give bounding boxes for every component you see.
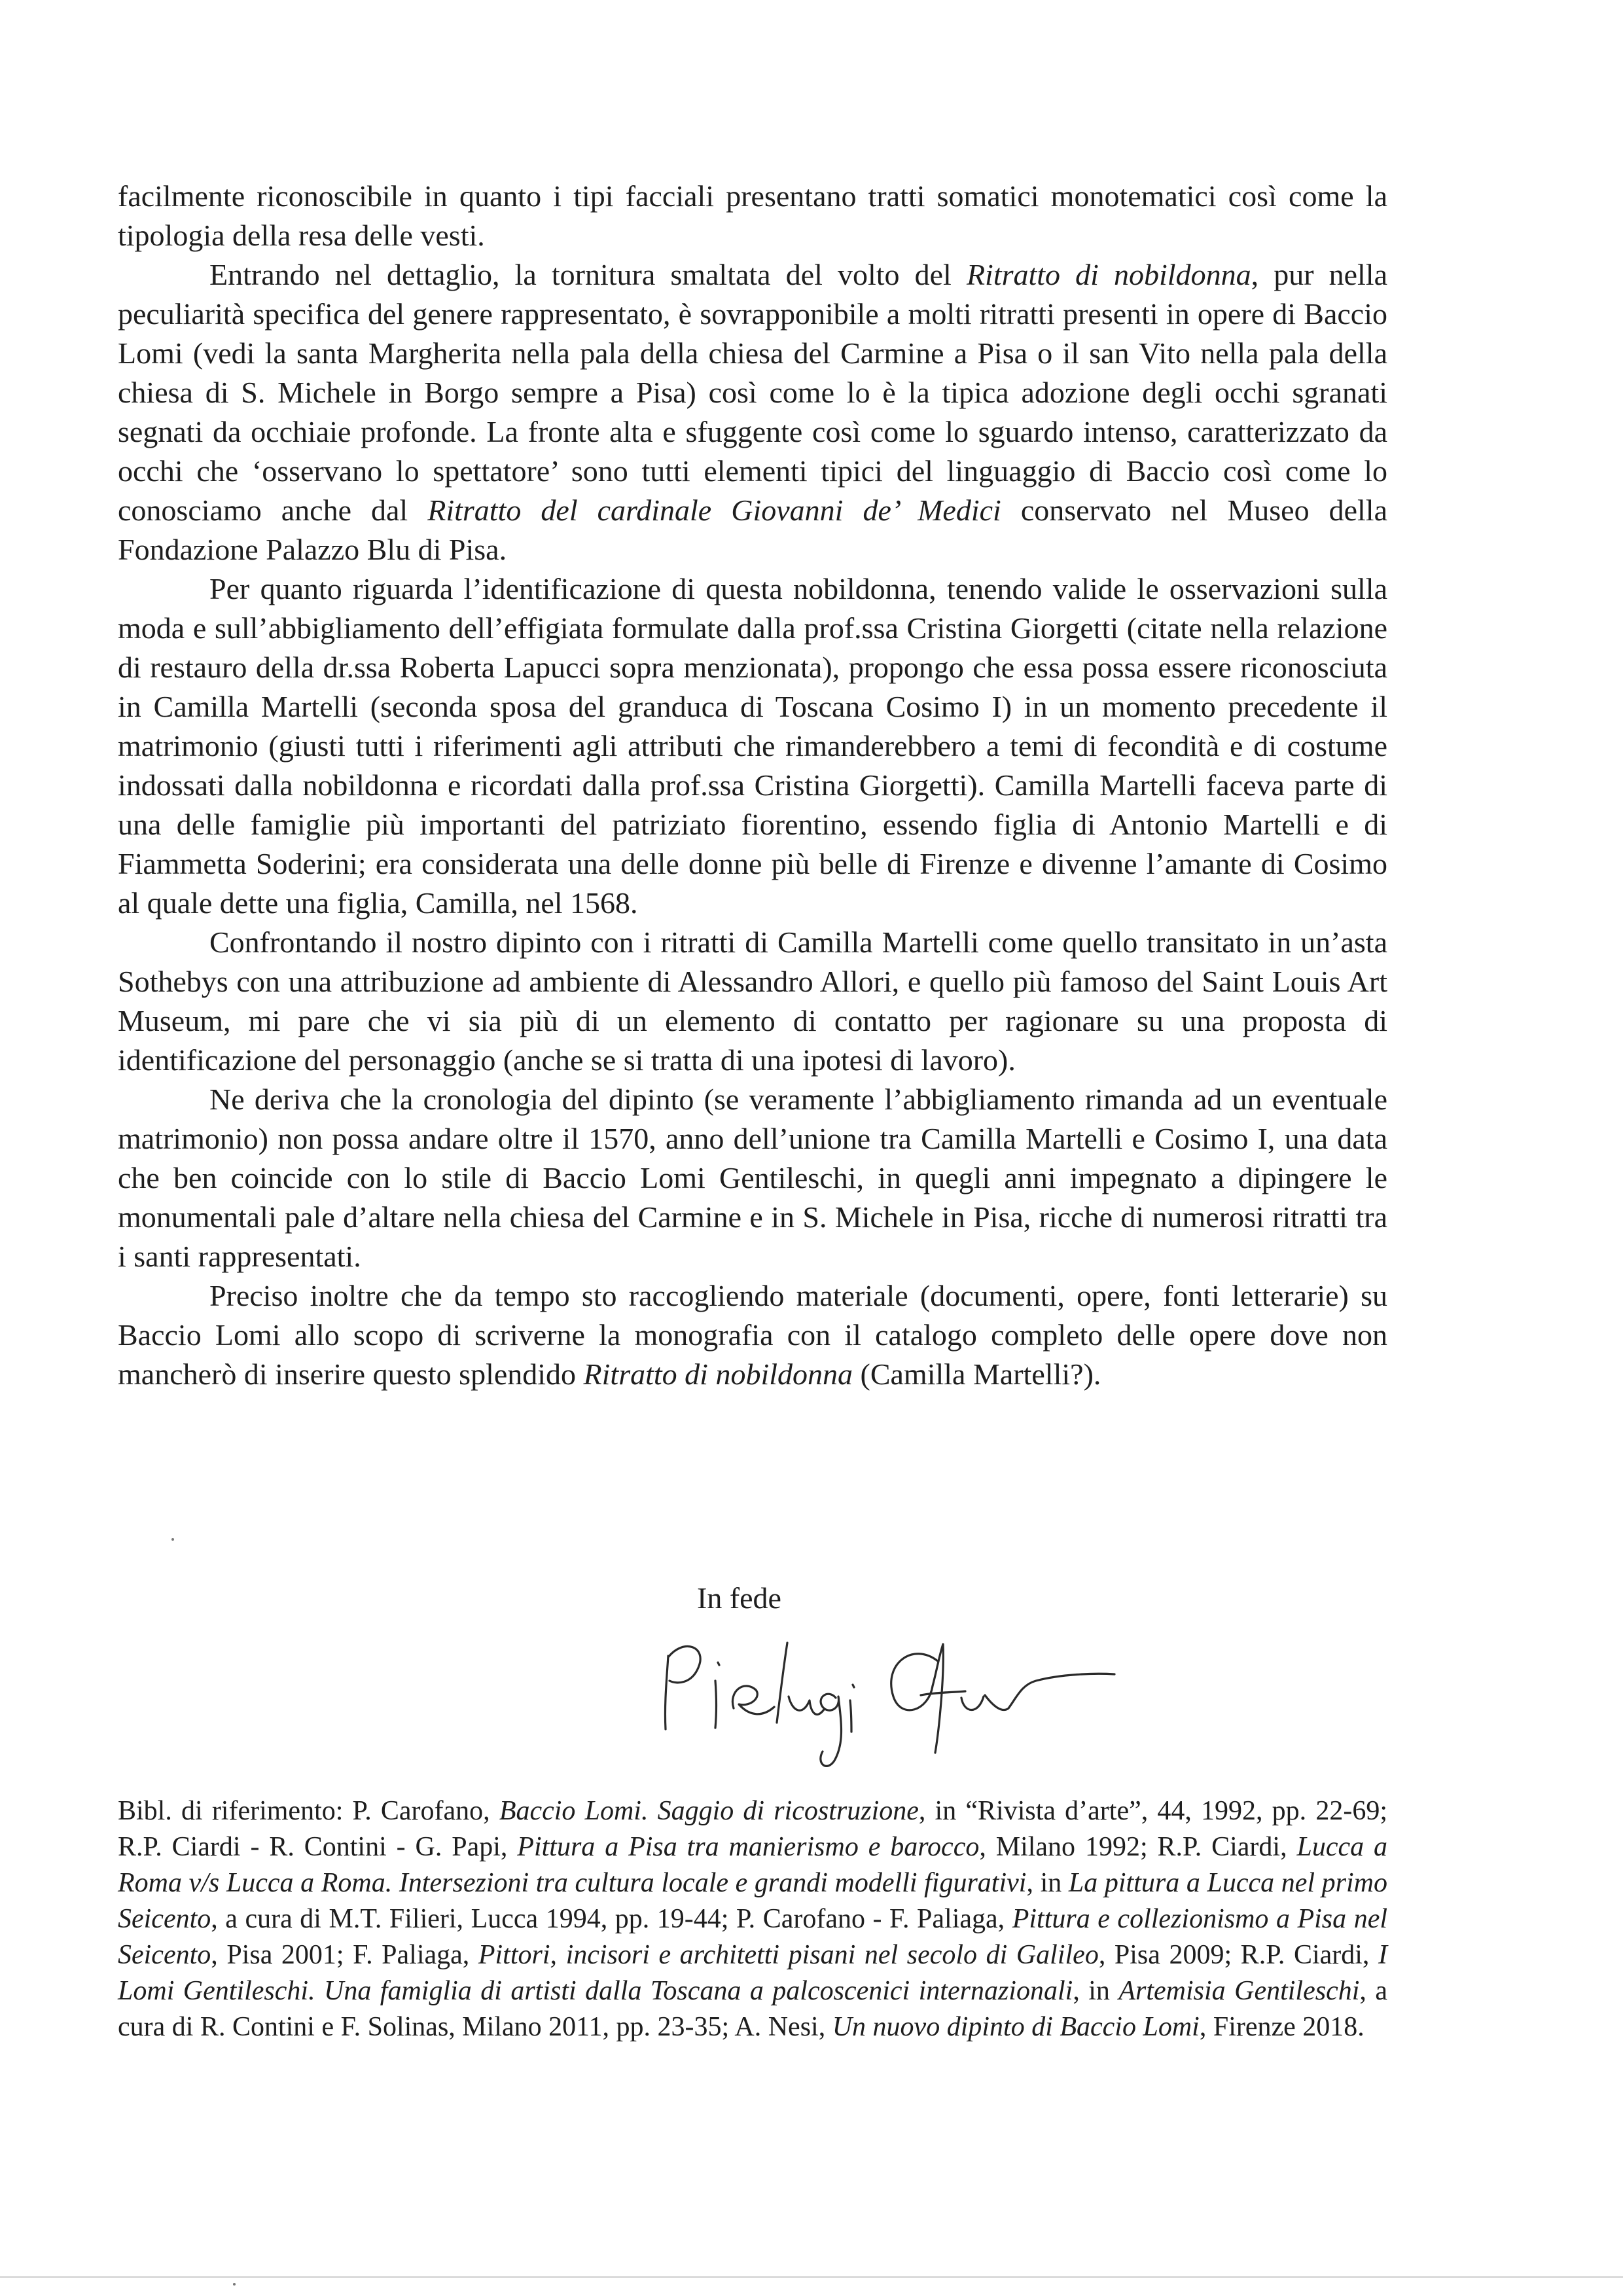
italic-title: Pittori, incisori e architetti pisani nel secolo di Galileo bbox=[478, 1940, 1099, 1970]
margin-dot bbox=[233, 2283, 236, 2286]
italic-title: Pittura a Pisa tra manierismo e barocco bbox=[517, 1832, 980, 1862]
text-run: , pur nella peculiarità specifica del genere rappresentato, è sovrapponibile a molti ritratti presenti in opere di Baccio Lomi (vedi la santa Margherita nella pala della chiesa del Carmine a Pisa o il san Vito nella pala della chiesa di S. Michele in Borgo sempre a Pisa) così come lo è la tipica adozione degli occhi sgranati segnati da occhiaie profonde. La fronte alta e sfuggente così come lo sguardo intenso, caratterizzato da occhi che ‘osservano lo spettatore’ sono tutti elementi tipici del linguaggio di Baccio così come lo conosciamo anche dal bbox=[118, 258, 1387, 527]
text-run: facilmente riconoscibile in quanto i tipi facciali presentano tratti somatici monotematici così come la tipologia della resa delle vesti. bbox=[118, 179, 1387, 252]
text-run: , a cura di R. Contini e F. Solinas, Milano 2011, pp. 23-35; A. Nesi, bbox=[118, 1976, 1387, 2042]
italic-title: La pittura a Lucca nel primo Seicento bbox=[118, 1868, 1388, 1934]
text-run: Ne deriva che la cronologia del dipinto (se veramente l’abbigliamento rimanda ad un eventuale matrimonio) non possa andare oltre il 1570, anno dell’unione tra Camilla Martelli e Cosimo I, una data che ben coincide con lo stile di Baccio Lomi Gentileschi, in quegli anni impegnato a dipingere le monumentali pale d’altare nella chiesa del Carmine e in S. Michele in Pisa, ricche di numerosi ritratti tra i santi rappresentati. bbox=[118, 1083, 1387, 1273]
italic-title: I Lomi Gentileschi. Una famiglia di artisti dalla Toscana a palcoscenici internazionali bbox=[118, 1940, 1387, 2006]
text-run: , a cura di M.T. Filieri, Lucca 1994, pp. 19-44; P. Carofano - F. Paliaga, bbox=[211, 1904, 1012, 1934]
text-run: , in bbox=[1026, 1868, 1069, 1898]
text-run: conservato nel Museo della Fondazione Palazzo Blu di Pisa. bbox=[118, 493, 1387, 566]
italic-title: Artemisia Gentileschi bbox=[1118, 1976, 1360, 2006]
bibliography bbox=[118, 1793, 1387, 2045]
text-run: Bibl. di riferimento: P. Carofano, bbox=[118, 1796, 499, 1826]
italic-title: Pittura e collezionismo a Pisa nel Seicento bbox=[118, 1904, 1387, 1970]
paragraph-5 bbox=[118, 1080, 1387, 1276]
italic-title: Ritratto di nobildonna bbox=[583, 1357, 853, 1391]
text-run: , Pisa 2001; F. Paliaga, bbox=[211, 1940, 478, 1970]
paragraph-1 bbox=[118, 177, 1387, 255]
paragraph-2 bbox=[118, 255, 1387, 569]
italic-title: Baccio Lomi. Saggio di ricostruzione bbox=[499, 1796, 919, 1826]
text-run: , Pisa 2009; R.P. Ciardi, bbox=[1098, 1940, 1378, 1970]
italic-title: Un nuovo dipinto di Baccio Lomi bbox=[832, 2012, 1200, 2042]
italic-title: Lucca a Roma v/s Lucca a Roma. Intersezioni tra cultura locale e grandi modelli figurativi bbox=[118, 1832, 1387, 1898]
text-run: Per quanto riguarda l’identificazione di questa nobildonna, tenendo valide le osservazioni sulla moda e sull’abbigliamento dell’effigiata formulate dalla prof.ssa Cristina Giorgetti (citate nella relazione di restauro della dr.ssa Roberta Lapucci sopra menzionata), propongo che essa possa essere riconosciuta in Camilla Martelli (seconda sposa del granduca di Toscana Cosimo I) in un momento precedente il matrimonio (giusti tutti i riferimenti agli attributi che rimanderebbero a temi di fecondità e di costume indossati dalla nobildonna e ricordati dalla prof.ssa Cristina Giorgetti). Camilla Martelli faceva parte di una delle famiglie più importanti del patriziato fiorentino, essendo figlia di Antonio Martelli e di Fiammetta Soderini; era considerata una delle donne più belle di Firenze e divenne l’amante di Cosimo al quale dette una figlia, Camilla, nel 1568. bbox=[118, 572, 1387, 920]
text-run: Entrando nel dettaglio, la tornitura smaltata del volto del bbox=[209, 258, 967, 291]
text-run: , Milano 1992; R.P. Ciardi, bbox=[979, 1832, 1297, 1862]
text-run: , in “Rivista d’arte”, 44, 1992, pp. 22-69; R.P. Ciardi - R. Contini - G. Papi, bbox=[118, 1796, 1387, 1862]
margin-dot bbox=[171, 1538, 174, 1541]
text-run: (Camilla Martelli?). bbox=[853, 1357, 1101, 1391]
text-run: , Firenze 2018. bbox=[1199, 2012, 1364, 2042]
text-run: , in bbox=[1073, 1976, 1119, 2006]
paragraph-6 bbox=[118, 1276, 1387, 1394]
paragraph-3 bbox=[118, 569, 1387, 923]
italic-title: Ritratto di nobildonna bbox=[966, 258, 1251, 291]
closing-text: In fede bbox=[697, 1581, 781, 1615]
signature-block bbox=[697, 1579, 1155, 1618]
page-bottom-rule bbox=[0, 2276, 1623, 2278]
paragraph-4 bbox=[118, 923, 1387, 1080]
text-run: Confrontando il nostro dipinto con i ritratti di Camilla Martelli come quello transitato in un’asta Sothebys con una attribuzione ad ambiente di Alessandro Allori, e quello più famoso del Saint Louis Art Museum, mi pare che vi sia più di un elemento di contatto per ragionare su una proposta di identificazione del personaggio (anche se si tratta di una ipotesi di lavoro). bbox=[118, 925, 1387, 1077]
text-run: Preciso inoltre che da tempo sto raccogliendo materiale (documenti, opere, fonti letterarie) su Baccio Lomi allo scopo di scriverne la monografia con il catalogo completo delle opere dove non mancherò di inserire questo splendido bbox=[118, 1279, 1387, 1391]
letter-body bbox=[118, 177, 1387, 1394]
italic-title: Ritratto del cardinale Giovanni de’ Medici bbox=[427, 493, 1001, 527]
handwritten-signature bbox=[651, 1624, 1122, 1775]
